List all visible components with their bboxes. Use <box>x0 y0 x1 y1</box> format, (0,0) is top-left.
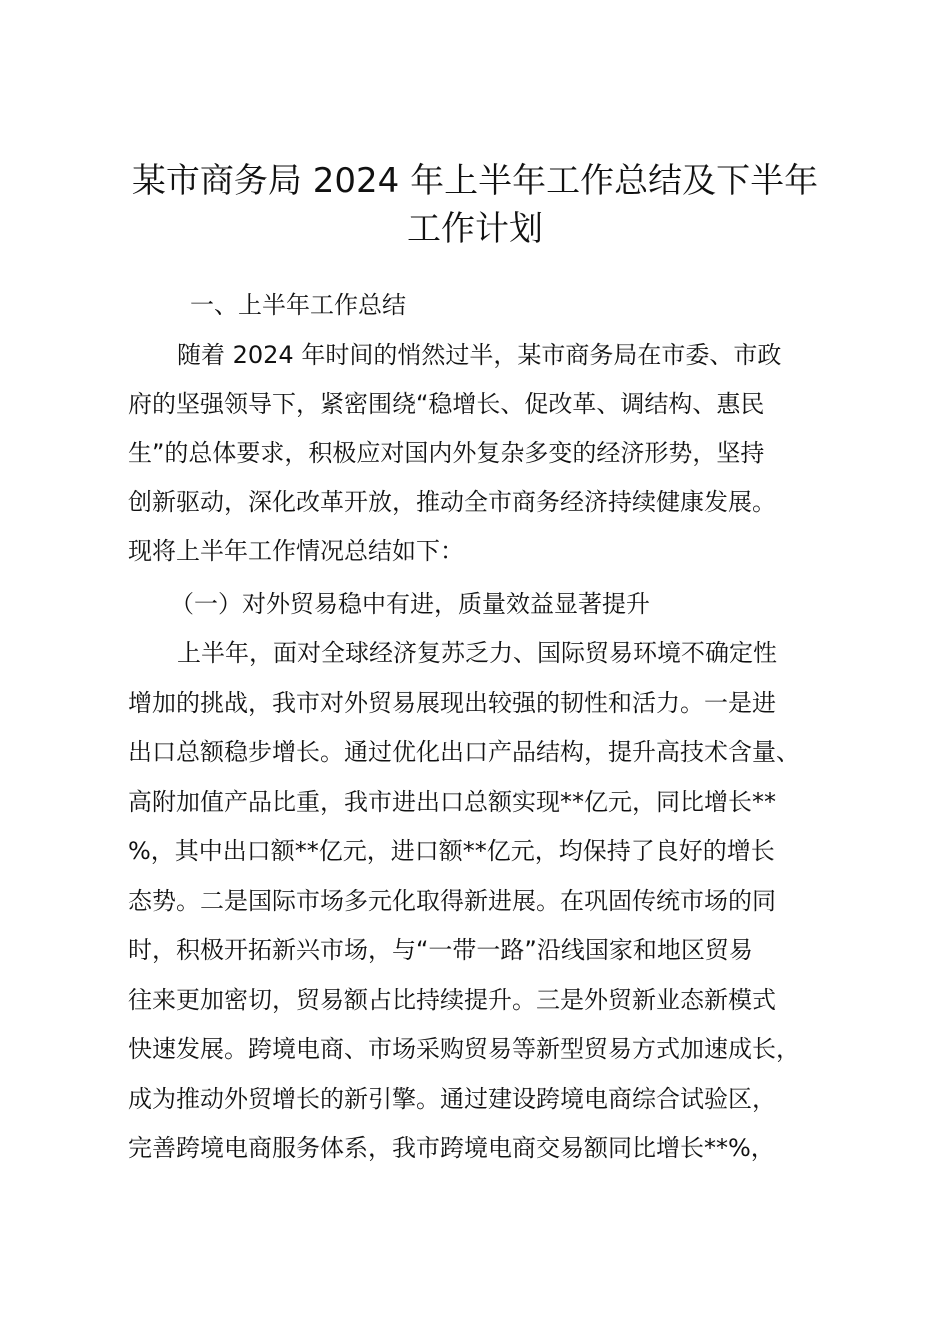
paragraph-line: 增加的挑战，我市对外贸易展现出较强的韧性和活力。一是进 <box>128 689 776 717</box>
paragraph-line: 上半年，面对全球经济复苏乏力、国际贸易环境不确定性 <box>177 639 777 667</box>
paragraph-line: 成为推动外贸增长的新引擎。通过建设跨境电商综合试验区， <box>128 1085 776 1113</box>
document-title-line-2: 工作计划 <box>407 209 543 249</box>
paragraph-line: 随着 2024 年时间的悄然过半，某市商务局在市委、市政 <box>177 341 782 369</box>
paragraph-line: 现将上半年工作情况总结如下： <box>128 537 464 565</box>
paragraph-line: %，其中出口额**亿元，进口额**亿元，均保持了良好的增长 <box>128 837 775 865</box>
paragraph-line: 时，积极开拓新兴市场，与“一带一路”沿线国家和地区贸易 <box>128 936 753 964</box>
paragraph-line: 高附加值产品比重，我市进出口总额实现**亿元，同比增长** <box>128 788 776 816</box>
section-heading: 一、上半年工作总结 <box>190 291 406 319</box>
paragraph-line: 完善跨境电商服务体系，我市跨境电商交易额同比增长**%， <box>128 1134 775 1162</box>
paragraph-line: 生”的总体要求，积极应对国内外复杂多变的经济形势，坚持 <box>128 439 765 467</box>
paragraph-line: 创新驱动，深化改革开放，推动全市商务经济持续健康发展。 <box>128 488 776 516</box>
paragraph-line: 往来更加密切，贸易额占比持续提升。三是外贸新业态新模式 <box>128 986 776 1014</box>
paragraph-line: 出口总额稳步增长。通过优化出口产品结构，提升高技术含量、 <box>128 738 800 766</box>
subsection-heading: （一）对外贸易稳中有进，质量效益显著提升 <box>170 590 650 618</box>
paragraph-line: 快速发展。跨境电商、市场采购贸易等新型贸易方式加速成长， <box>128 1035 800 1063</box>
paragraph-line: 府的坚强领导下，紧密围绕“稳增长、促改革、调结构、惠民 <box>128 390 765 418</box>
paragraph-line: 态势。二是国际市场多元化取得新进展。在巩固传统市场的同 <box>128 887 776 915</box>
document-title-line-1: 某市商务局 2024 年上半年工作总结及下半年 <box>131 161 819 201</box>
